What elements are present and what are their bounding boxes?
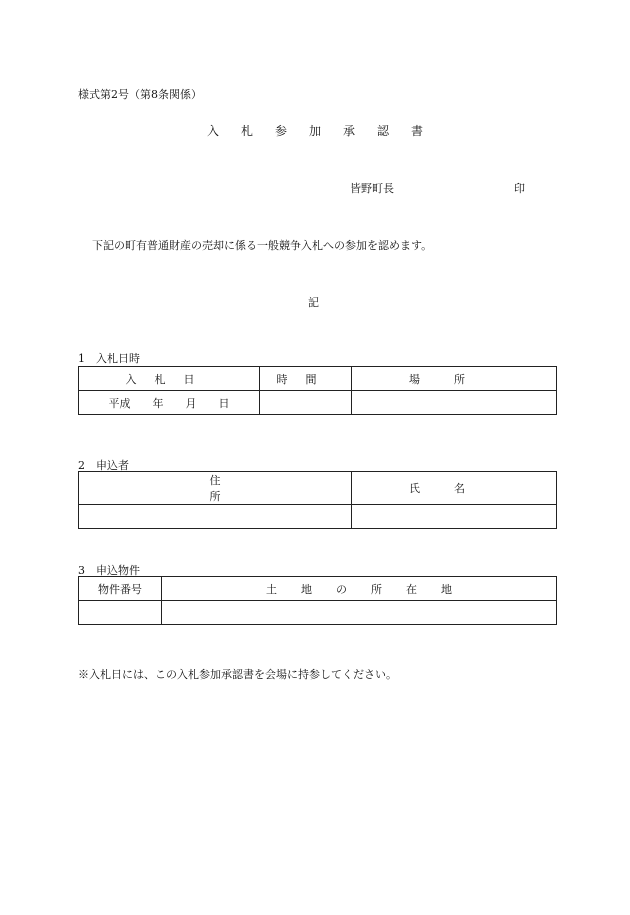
address-value[interactable] bbox=[79, 505, 352, 529]
table-row bbox=[79, 391, 557, 415]
time-value[interactable] bbox=[260, 391, 352, 415]
header-address: 住所 bbox=[79, 472, 352, 505]
bid-datetime-table bbox=[78, 366, 557, 415]
body-text: 下記の町有普通財産の売却に係る一般競争入札への参加を認めます。 bbox=[92, 239, 433, 252]
seal-mark: 印 bbox=[514, 182, 525, 195]
land-location-value[interactable] bbox=[162, 601, 557, 625]
table-row bbox=[79, 601, 557, 625]
section-label-bid-datetime: 1 入札日時 bbox=[78, 352, 140, 365]
header-place: 場所 bbox=[352, 367, 557, 391]
header-name: 氏名 bbox=[352, 472, 557, 505]
property-table bbox=[78, 576, 557, 625]
header-property-number: 物件番号 bbox=[79, 577, 162, 601]
document-title: 入札参加承認書 bbox=[206, 124, 445, 138]
header-time: 時間 bbox=[260, 367, 352, 391]
section-label-applicant: 2 申込者 bbox=[78, 459, 129, 472]
table-header-row bbox=[79, 577, 557, 601]
applicant-table bbox=[78, 471, 557, 529]
table-header-row bbox=[79, 367, 557, 391]
place-value[interactable] bbox=[352, 391, 557, 415]
bid-date-value[interactable]: 平成 年 月 日 bbox=[79, 391, 260, 415]
ki-heading: 記 bbox=[308, 296, 319, 309]
name-value[interactable] bbox=[352, 505, 557, 529]
table-row bbox=[79, 505, 557, 529]
header-land-location: 土地の所在地 bbox=[162, 577, 557, 601]
form-number: 様式第2号（第8条関係） bbox=[78, 88, 202, 101]
footnote: ※入札日には、この入札参加承認書を会場に持参してください。 bbox=[78, 668, 397, 681]
table-header-row bbox=[79, 472, 557, 505]
issuer-name: 皆野町長 bbox=[350, 182, 394, 195]
property-number-value[interactable] bbox=[79, 601, 162, 625]
section-label-property: 3 申込物件 bbox=[78, 564, 140, 577]
header-bid-date: 入札日 bbox=[79, 367, 260, 391]
